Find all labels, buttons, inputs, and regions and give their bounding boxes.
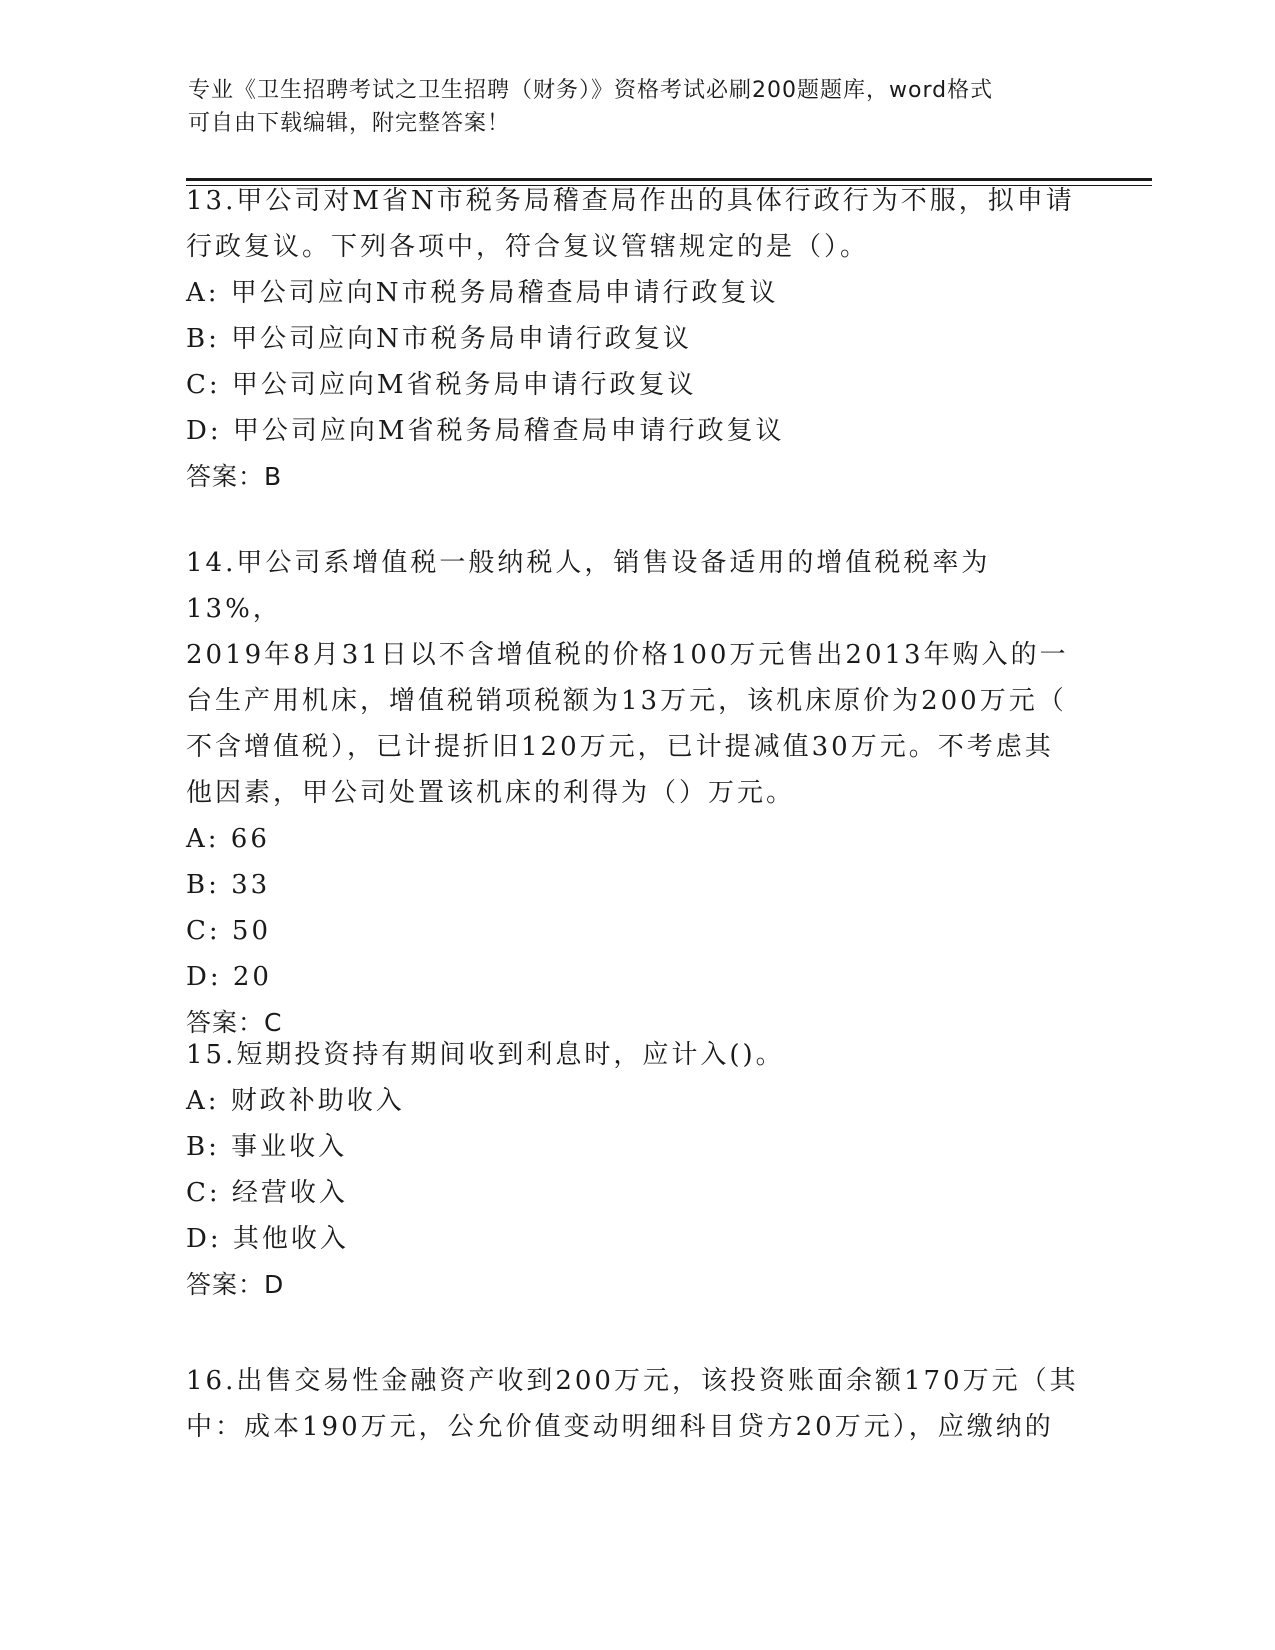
option-a: A: 甲公司应向N市税务局稽查局申请行政复议	[186, 278, 779, 308]
header-line-1: 专业《卫生招聘考试之卫生招聘（财务）》资格考试必刷200题题库，word格式	[188, 78, 994, 103]
question-14	[186, 540, 1086, 1046]
question-15	[186, 1032, 1086, 1308]
answer: 答案：D	[186, 1270, 285, 1299]
document-header	[188, 74, 1068, 140]
option-d: D: 20	[186, 962, 272, 992]
option-b: B: 甲公司应向N市税务局申请行政复议	[186, 324, 692, 354]
question-stem: 13.甲公司对M省N市税务局稽查局作出的具体行政行为不服，拟申请 行政复议。下列各项中，符合复议管辖规定的是（）。	[186, 186, 1075, 262]
option-d: D: 甲公司应向M省税务局稽查局申请行政复议	[186, 416, 785, 446]
option-c: C: 50	[186, 916, 272, 946]
header-line-2: 可自由下载编辑，附完整答案！	[188, 111, 511, 136]
question-stem: 16.出售交易性金融资产收到200万元，该投资账面余额170万元（其 中：成本190万元，公允价值变动明细科目贷方20万元），应缴纳的	[186, 1366, 1079, 1442]
option-b: B: 事业收入	[186, 1132, 348, 1162]
question-13	[186, 178, 1086, 500]
question-stem: 14.甲公司系增值税一般纳税人，销售设备适用的增值税税率为13%， 2019年8月31日以不含增值税的价格100万元售出2013年购入的一 台生产用机床，增值税销项税额为13万元，该机床原价为200万元（ 不含增值税），已计提折旧120万元，已计提减值30万元。不考虑其 他因素，甲公司处置该机床的利得为（）万元。	[186, 548, 1069, 808]
option-c: C: 经营收入	[186, 1178, 348, 1208]
question-stem: 15.短期投资持有期间收到利息时，应计入()。	[186, 1040, 785, 1070]
option-c: C: 甲公司应向M省税务局申请行政复议	[186, 370, 697, 400]
answer: 答案：B	[186, 462, 283, 491]
option-a: A: 财政补助收入	[186, 1086, 405, 1116]
answer: 答案：C	[186, 1008, 283, 1037]
option-a: A: 66	[186, 824, 270, 854]
question-16	[186, 1358, 1086, 1450]
option-b: B: 33	[186, 870, 271, 900]
option-d: D: 其他收入	[186, 1224, 349, 1254]
